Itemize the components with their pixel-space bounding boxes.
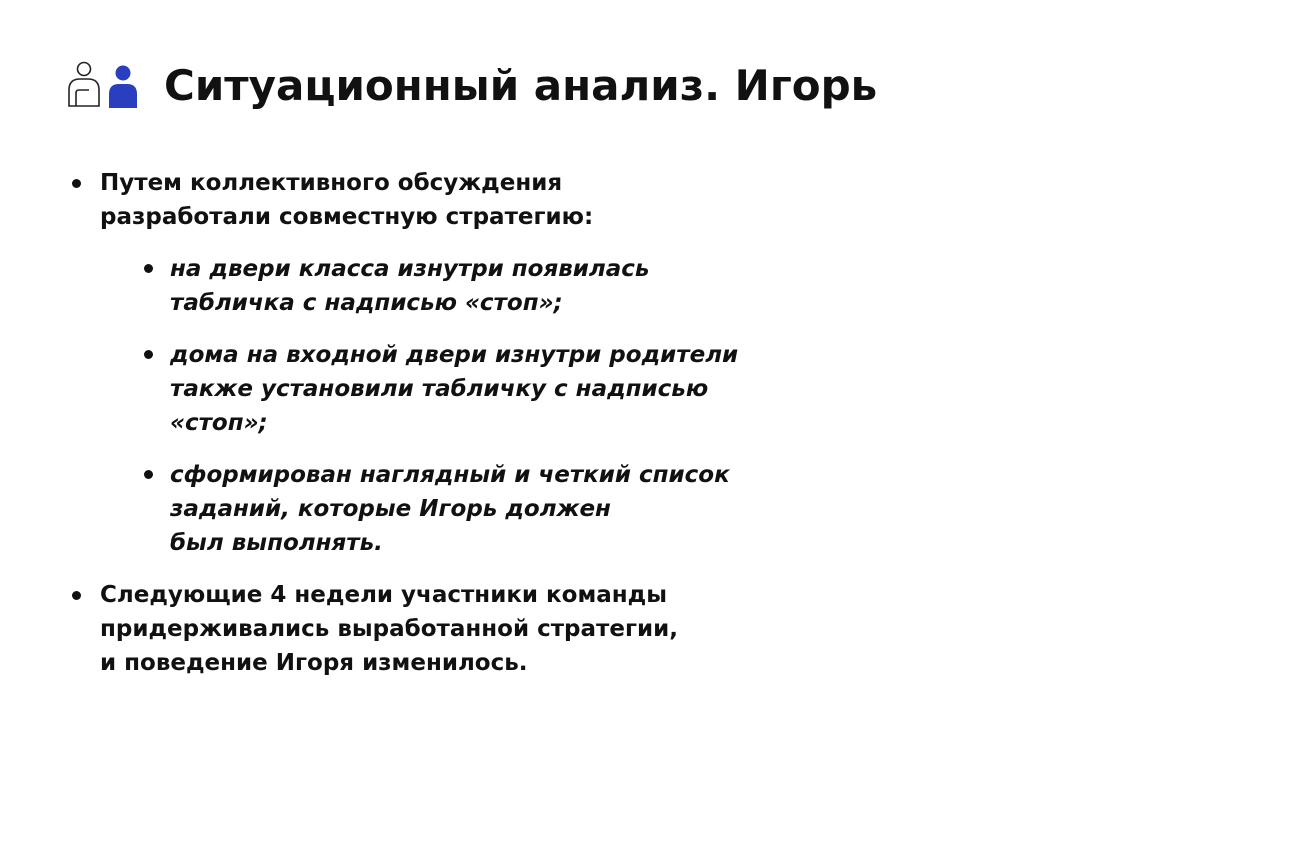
bullet-text-line: придерживались выработанной стратегии,: [100, 616, 678, 642]
sub-bullet-text-line: табличка с надписью «стоп»;: [170, 290, 563, 316]
sub-bullet-item: [100, 252, 770, 320]
sub-bullet-text-line: «стоп»;: [170, 410, 268, 436]
bullet-text-line: и поведение Игоря изменилось.: [100, 650, 528, 676]
bullet-dot-icon: [72, 591, 81, 600]
person-outline-icon: [66, 60, 102, 112]
sub-bullet-text-line: также установили табличку с надписью: [170, 376, 709, 402]
sub-bullet-text-line: был выполнять.: [170, 530, 383, 556]
bullet-item: [70, 578, 770, 680]
page-title: Ситуационный анализ. Игорь: [164, 61, 878, 110]
bullet-text-line: Путем коллективного обсуждения: [100, 170, 563, 196]
sub-bullet-dot-icon: [144, 350, 153, 359]
bullet-text-line: разработали совместную стратегию:: [100, 204, 594, 230]
bullet-item: [70, 166, 770, 560]
sub-bullet-list: [100, 252, 770, 560]
sub-bullet-text-line: заданий, которые Игорь должен: [170, 496, 611, 522]
sub-bullet-text-line: на двери класса изнутри появилась: [170, 256, 650, 282]
sub-bullet-item: [100, 458, 770, 560]
sub-bullet-dot-icon: [144, 264, 153, 273]
icon-group: [66, 60, 138, 112]
sub-bullet-dot-icon: [144, 470, 153, 479]
bullet-list: [70, 166, 770, 680]
bullet-text-line: Следующие 4 недели участники команды: [100, 582, 668, 608]
person-filled-icon: [108, 64, 138, 112]
bullet-dot-icon: [72, 179, 81, 188]
sub-bullet-text-line: дома на входной двери изнутри родители: [170, 342, 739, 368]
sub-bullet-text-line: сформирован наглядный и четкий список: [170, 462, 730, 488]
slide-header: [66, 56, 877, 116]
sub-bullet-item: [100, 338, 770, 440]
